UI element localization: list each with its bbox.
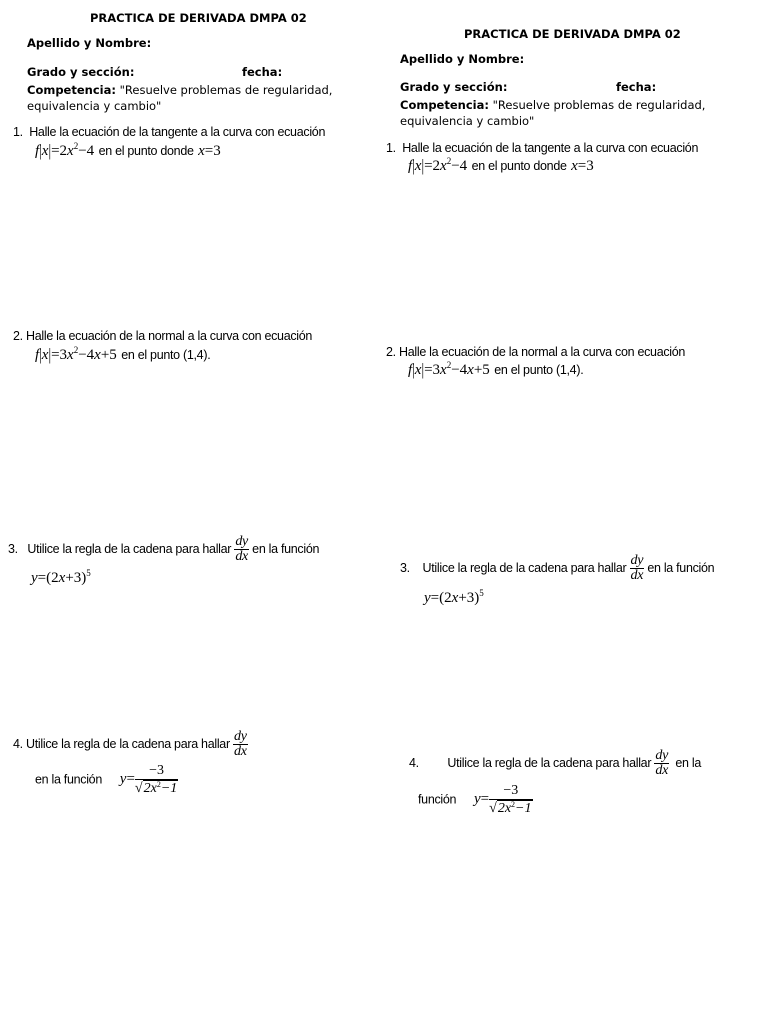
name-label: Apellido y Nombre: (27, 36, 152, 50)
question-3-text: Utilice la regla de la cadena para hallar (27, 541, 232, 556)
question-3-number: 3. (8, 541, 18, 556)
competence-block (400, 97, 720, 129)
competence-label: Competencia: (400, 98, 489, 112)
question-4-text: Utilice la regla de la cadena para hallar (447, 755, 652, 770)
question-4-derivative: $\frac{dy}{dx}$ (655, 748, 669, 778)
question-1 (13, 125, 325, 139)
question-1-condition: x=3 (571, 158, 594, 174)
worksheet-title: PRACTICA DE DERIVADA DMPA 02 (90, 11, 307, 25)
question-4 (13, 730, 248, 759)
question-3-rest: en la función (252, 541, 320, 556)
question-1-number: 1. (386, 141, 396, 155)
competence-block (27, 82, 347, 114)
question-2-number: 2. (386, 345, 396, 359)
question-2-text: Halle la ecuación de la normal a la curva con ecuación (399, 345, 686, 359)
question-4-formula: y= $\frac{-3}{√2x^2-1}$ (119, 763, 178, 796)
question-4-equation-line (35, 763, 178, 797)
question-4-equation-line (418, 783, 533, 817)
question-2-equation-line (408, 361, 583, 379)
date-label: fecha: (616, 80, 657, 94)
question-1-condition: x=3 (198, 143, 221, 159)
question-3-number: 3. (400, 560, 410, 575)
competence-text: "Resuelve problemas de regularidad, equivalencia y cambio" (400, 98, 706, 128)
date-label: fecha: (242, 65, 283, 79)
question-4-number: 4. (409, 755, 419, 770)
question-1 (386, 141, 698, 155)
question-3-formula: $y=(2x+3)^5$ (31, 568, 91, 586)
question-3-formula: $y=(2x+3)^5$ (424, 588, 484, 606)
question-1-text: Halle la ecuación de la tangente a la curva con ecuación (29, 125, 326, 139)
question-4-text: Utilice la regla de la cadena para hallar (26, 736, 230, 751)
question-4-derivative: $\frac{dy}{dx}$ (234, 729, 247, 759)
question-4-formula: y= $\frac{-3}{√2x^2-1}$ (474, 783, 532, 816)
question-3-text: Utilice la regla de la cadena para hallar (422, 560, 627, 575)
competence-label: Competencia: (27, 83, 116, 97)
question-1-rest: en el punto donde (98, 144, 194, 158)
question-4-rest-b: función (418, 792, 457, 807)
question-1-equation-line (35, 142, 221, 160)
question-3-derivative: $\frac{dy}{dx}$ (630, 553, 644, 583)
worksheet-right (384, 0, 768, 1024)
worksheet-title: PRACTICA DE DERIVADA DMPA 02 (464, 27, 681, 41)
question-4-number: 4. (13, 736, 23, 751)
question-2-formula: $f|x|=3x^2-4x+5$ (35, 344, 117, 365)
question-2-text: Halle la ecuación de la normal a la curva con ecuación (26, 329, 313, 343)
question-2-equation-line (35, 346, 210, 364)
question-3-rest: en la función (647, 560, 715, 575)
grade-label: Grado y sección: (27, 65, 135, 79)
question-1-formula: $f|x|=2x^2-4$ (35, 140, 95, 161)
grade-label: Grado y sección: (400, 80, 508, 94)
question-2-number: 2. (13, 329, 23, 343)
question-3-derivative: $\frac{dy}{dx}$ (235, 534, 248, 564)
question-3 (8, 535, 319, 564)
competence-text: "Resuelve problemas de regularidad, equivalencia y cambio" (27, 83, 333, 113)
name-label: Apellido y Nombre: (400, 52, 525, 66)
question-4-rest-a: en la (675, 755, 701, 770)
question-4-rest: en la función (35, 772, 102, 787)
question-2-rest: en el punto (1,4). (121, 348, 211, 362)
question-2-formula: $f|x|=3x^2-4x+5$ (408, 359, 490, 380)
question-2 (386, 345, 685, 359)
question-1-text: Halle la ecuación de la tangente a la curva con ecuación (402, 141, 699, 155)
question-1-rest: en el punto donde (471, 159, 567, 173)
question-3 (400, 554, 714, 583)
question-1-equation-line (408, 157, 594, 175)
question-2 (13, 329, 312, 343)
question-1-formula: $f|x|=2x^2-4$ (408, 155, 468, 176)
question-4 (409, 749, 701, 778)
question-2-rest: en el punto (1,4). (494, 363, 584, 377)
question-1-number: 1. (13, 125, 23, 139)
